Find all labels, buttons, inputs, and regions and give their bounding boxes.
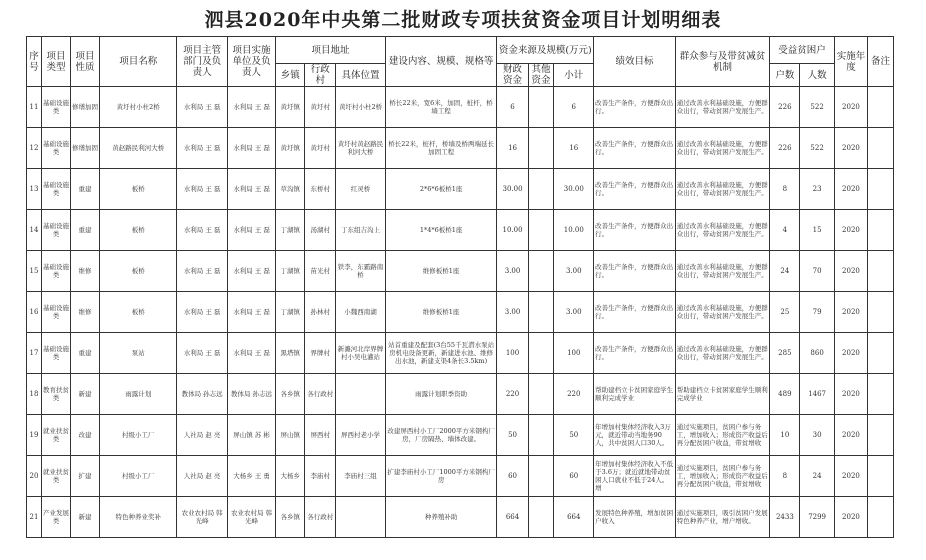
- cell-other: [528, 210, 554, 251]
- cell-goal: 改善生产条件，方便群众出行。: [594, 251, 676, 292]
- cell-year: 2020: [834, 292, 867, 333]
- cell-year: 2020: [834, 333, 867, 374]
- cell-year: 2020: [834, 169, 867, 210]
- cell-town: 丁湖镇: [276, 292, 305, 333]
- document-title: 泗县2020年中央第二批财政专项扶贫资金项目计划明细表: [204, 9, 722, 31]
- col-funds: 资金来源及规模(万元): [497, 37, 594, 64]
- cell-goal: 改善生产条件，方便群众出行。: [594, 87, 676, 128]
- cell-type: 教育扶贫类: [42, 374, 71, 415]
- col-impl: 项目实施单位及负责人: [227, 37, 275, 87]
- cell-goal: 发展特色种养殖，增加贫困户收入: [594, 497, 676, 538]
- cell-village: 黄圩村: [305, 87, 336, 128]
- cell-spot: 丁东组吉沟上: [336, 210, 385, 251]
- cell-content: 维修板桥1座: [385, 292, 497, 333]
- cell-mechanism: 通过改善水利基础设施，方便群众出行，带动贫困户发展生产。: [675, 251, 770, 292]
- cell-town: 黄圩镇: [276, 128, 305, 169]
- cell-goal: 改善生产条件，方便群众出行。: [594, 292, 676, 333]
- table-row: [27, 128, 894, 169]
- col-fiscal: 财政资金: [497, 64, 528, 87]
- cell-name: 特色种养业奖补: [100, 497, 177, 538]
- col-type: 项目类型: [42, 37, 71, 87]
- cell-spot: 屏西村老小学: [336, 415, 385, 456]
- cell-subtotal: 60: [554, 456, 594, 497]
- cell-name: 黄圩村小杜2桥: [100, 87, 177, 128]
- cell-goal: 改善生产条件，方便群众出行。: [594, 128, 676, 169]
- cell-spot: 黄圩村黄赵路民利河大桥: [336, 128, 385, 169]
- cell-spot: 李庙村三组: [336, 456, 385, 497]
- cell-mechanism: 通过改善水利基础设施，方便群众出行，带动贫困户发展生产。: [675, 333, 770, 374]
- cell-fiscal: 50: [497, 415, 528, 456]
- cell-remark: [868, 251, 894, 292]
- cell-other: [528, 415, 554, 456]
- cell-content: 雨露计划职季资助: [385, 374, 497, 415]
- cell-spot: 铁李，东霸路南桥: [336, 251, 385, 292]
- cell-village: 界牌村: [305, 333, 336, 374]
- col-goal: 绩效目标: [594, 37, 676, 87]
- cell-content: 站首重建及配套(3台55千瓦潜水泵站房机电设备更新，新建进水池、维修出水池，新建支渠4条长3.5km): [385, 333, 497, 374]
- cell-name: 板桥: [100, 210, 177, 251]
- cell-people: 15: [800, 210, 834, 251]
- cell-people: 70: [800, 251, 834, 292]
- cell-remark: [868, 415, 894, 456]
- cell-mechanism: 通过改善水利基础设施，方便群众出行，带动贫困户发展生产。: [675, 292, 770, 333]
- cell-village: 苗光村: [305, 251, 336, 292]
- cell-content: 种养殖补助: [385, 497, 497, 538]
- cell-impl: 水利局 王 磊: [227, 169, 275, 210]
- cell-name: 村级小工厂: [100, 456, 177, 497]
- cell-name: 泵站: [100, 333, 177, 374]
- table-row: [27, 456, 894, 497]
- cell-remark: [868, 456, 894, 497]
- cell-other: [528, 333, 554, 374]
- cell-subtotal: 6: [554, 87, 594, 128]
- col-name: 项目名称: [100, 37, 177, 87]
- cell-year: 2020: [834, 87, 867, 128]
- table-row: [27, 333, 894, 374]
- cell-subtotal: 220: [554, 374, 594, 415]
- cell-people: 7299: [800, 497, 834, 538]
- cell-village: 各行政村: [305, 374, 336, 415]
- cell-content: 改建屏西村小工厂2000平方米钢构厂房，厂房隔热、墙体改建。: [385, 415, 497, 456]
- cell-impl: 水利局 王 磊: [227, 128, 275, 169]
- col-dept: 项目主管部门及负责人: [177, 37, 227, 87]
- cell-type: 基础设施类: [42, 87, 71, 128]
- cell-other: [528, 169, 554, 210]
- cell-dept: 农业农村局 韩光峰: [177, 497, 227, 538]
- table-body: [27, 87, 894, 538]
- cell-subtotal: 664: [554, 497, 594, 538]
- cell-fiscal: 60: [497, 456, 528, 497]
- table-row: [27, 497, 894, 538]
- cell-nature: 新建: [71, 374, 100, 415]
- cell-people: 522: [800, 128, 834, 169]
- cell-seq: 14: [27, 210, 42, 251]
- cell-town: 丁湖镇: [276, 251, 305, 292]
- cell-village: 东桥村: [305, 169, 336, 210]
- cell-remark: [868, 128, 894, 169]
- cell-goal: 年增加村集体经济收入3万元，就近带动当地务90人，共中贫困人口30人。: [594, 415, 676, 456]
- cell-impl: 水利局 王 磊: [227, 292, 275, 333]
- col-other: 其他资金: [528, 64, 554, 87]
- cell-subtotal: 3.00: [554, 292, 594, 333]
- cell-fiscal: 664: [497, 497, 528, 538]
- cell-mechanism: 通过实施项目，吸引贫困户发展特色种养产业，增户增收。: [675, 497, 770, 538]
- cell-goal: 改善生产条件，方便群众出行。: [594, 169, 676, 210]
- cell-other: [528, 497, 554, 538]
- cell-subtotal: 3.00: [554, 251, 594, 292]
- cell-seq: 15: [27, 251, 42, 292]
- cell-people: 23: [800, 169, 834, 210]
- cell-village: 汤湖村: [305, 210, 336, 251]
- col-mechanism: 群众参与及带贫减贫机制: [675, 37, 770, 87]
- cell-town: 丁湖镇: [276, 210, 305, 251]
- cell-nature: 重建: [71, 210, 100, 251]
- cell-name: 板桥: [100, 292, 177, 333]
- col-town: 乡镇: [276, 64, 305, 87]
- cell-households: 10: [770, 415, 800, 456]
- col-households: 户数: [770, 64, 800, 87]
- cell-mechanism: 帮助建档立卡贫困家庭学生顺利完成学业: [675, 374, 770, 415]
- cell-dept: 水利局 王 磊: [177, 169, 227, 210]
- cell-impl: 水利局 王 磊: [227, 333, 275, 374]
- cell-impl: 教体局 孙志远: [227, 374, 275, 415]
- cell-impl: 水利局 王 磊: [227, 210, 275, 251]
- cell-dept: 人社局 赵 亮: [177, 415, 227, 456]
- cell-mechanism: 通过实施项目，贫困户参与务工，增加收入；形成资产收益后再分配贫困户收益，带贫增收: [675, 415, 770, 456]
- cell-dept: 水利局 王 磊: [177, 333, 227, 374]
- cell-people: 1467: [800, 374, 834, 415]
- cell-content: 桥长22米，桩杆，桥墙及桥两端延长加固工程: [385, 128, 497, 169]
- cell-nature: 重建: [71, 333, 100, 374]
- cell-fiscal: 3.00: [497, 292, 528, 333]
- cell-dept: 水利局 王 磊: [177, 128, 227, 169]
- cell-nature: 维修: [71, 292, 100, 333]
- cell-type: 产业发展类: [42, 497, 71, 538]
- cell-impl: 农业农村局 韩光峰: [227, 497, 275, 538]
- cell-type: 基础设施类: [42, 169, 71, 210]
- cell-mechanism: 通过改善水利基础设施，方便群众出行，带动贫困户发展生产。: [675, 87, 770, 128]
- cell-village: 屏西村: [305, 415, 336, 456]
- cell-content: 2*6*6板桥1座: [385, 169, 497, 210]
- cell-fiscal: 220: [497, 374, 528, 415]
- cell-nature: 改建: [71, 415, 100, 456]
- cell-remark: [868, 497, 894, 538]
- cell-households: 8: [770, 456, 800, 497]
- cell-type: 基础设施类: [42, 333, 71, 374]
- cell-subtotal: 10.00: [554, 210, 594, 251]
- col-beneficiary: 受益贫困户: [770, 37, 834, 64]
- cell-seq: 21: [27, 497, 42, 538]
- cell-name: 板桥: [100, 169, 177, 210]
- cell-households: 285: [770, 333, 800, 374]
- cell-goal: 改善生产条件，方便群众出行。: [594, 210, 676, 251]
- cell-remark: [868, 210, 894, 251]
- cell-spot: 红灵桥: [336, 169, 385, 210]
- cell-town: 黄圩镇: [276, 87, 305, 128]
- col-spot: 具体位置: [336, 64, 385, 87]
- cell-impl: 水利局 王 磊: [227, 251, 275, 292]
- col-year: 实施年度: [834, 37, 867, 87]
- cell-other: [528, 456, 554, 497]
- col-nature: 项目性质: [71, 37, 100, 87]
- cell-year: 2020: [834, 210, 867, 251]
- cell-type: 基础设施类: [42, 251, 71, 292]
- col-location: 项目地址: [276, 37, 386, 64]
- cell-type: 就业扶贫类: [42, 456, 71, 497]
- cell-type: 基础设施类: [42, 128, 71, 169]
- cell-seq: 16: [27, 292, 42, 333]
- cell-remark: [868, 87, 894, 128]
- cell-town: 黑塔镇: [276, 333, 305, 374]
- cell-subtotal: 50: [554, 415, 594, 456]
- cell-mechanism: 通过改善水利基础设施，方便群众出行，带动贫困户发展生产。: [675, 128, 770, 169]
- cell-spot: [336, 497, 385, 538]
- cell-remark: [868, 333, 894, 374]
- cell-town: 屏山镇: [276, 415, 305, 456]
- cell-year: 2020: [834, 128, 867, 169]
- cell-households: 489: [770, 374, 800, 415]
- cell-type: 基础设施类: [42, 210, 71, 251]
- col-content: 建设内容、规模、规格等: [385, 37, 497, 87]
- table-row: [27, 415, 894, 456]
- table-row: [27, 374, 894, 415]
- table-row: [27, 169, 894, 210]
- cell-seq: 20: [27, 456, 42, 497]
- cell-dept: 水利局 王 磊: [177, 292, 227, 333]
- cell-goal: 年增加村集体经济收入不低于3.6万；就近就地带动贫困人口就业不低于24人。增: [594, 456, 676, 497]
- col-village: 行政村: [305, 64, 336, 87]
- cell-town: 各乡镇: [276, 497, 305, 538]
- cell-spot: [336, 374, 385, 415]
- cell-impl: 屏山镇 苏 彬: [227, 415, 275, 456]
- cell-content: 扩建李庙村小工厂1000平方米钢构厂房: [385, 456, 497, 497]
- cell-seq: 11: [27, 87, 42, 128]
- cell-town: 大杨乡: [276, 456, 305, 497]
- cell-dept: 水利局 王 磊: [177, 87, 227, 128]
- cell-content: 桥长22米，宽6米，加固，桩杆，桥墙工程: [385, 87, 497, 128]
- cell-seq: 19: [27, 415, 42, 456]
- cell-year: 2020: [834, 374, 867, 415]
- cell-households: 2433: [770, 497, 800, 538]
- cell-subtotal: 16: [554, 128, 594, 169]
- cell-name: 雨露计划: [100, 374, 177, 415]
- cell-seq: 12: [27, 128, 42, 169]
- cell-other: [528, 87, 554, 128]
- cell-households: 226: [770, 87, 800, 128]
- cell-town: 草沟镇: [276, 169, 305, 210]
- cell-other: [528, 374, 554, 415]
- cell-village: 黄圩村: [305, 128, 336, 169]
- cell-name: 板桥: [100, 251, 177, 292]
- col-seq: 序号: [27, 37, 42, 87]
- cell-remark: [868, 169, 894, 210]
- cell-people: 24: [800, 456, 834, 497]
- cell-dept: 水利局 王 磊: [177, 210, 227, 251]
- cell-name: 黄赵路民利河大桥: [100, 128, 177, 169]
- cell-fiscal: 10.00: [497, 210, 528, 251]
- cell-fiscal: 6: [497, 87, 528, 128]
- cell-dept: 教体局 孙志远: [177, 374, 227, 415]
- cell-year: 2020: [834, 497, 867, 538]
- cell-people: 522: [800, 87, 834, 128]
- cell-year: 2020: [834, 456, 867, 497]
- document-page: [26, 0, 894, 538]
- cell-remark: [868, 292, 894, 333]
- cell-fiscal: 16: [497, 128, 528, 169]
- cell-spot: 小魏西南湖: [336, 292, 385, 333]
- cell-remark: [868, 374, 894, 415]
- cell-fiscal: 30.00: [497, 169, 528, 210]
- cell-town: 各乡镇: [276, 374, 305, 415]
- cell-households: 24: [770, 251, 800, 292]
- col-people: 人数: [800, 64, 834, 87]
- cell-households: 8: [770, 169, 800, 210]
- table-row: [27, 292, 894, 333]
- cell-nature: 重建: [71, 169, 100, 210]
- cell-other: [528, 292, 554, 333]
- cell-seq: 17: [27, 333, 42, 374]
- cell-village: 孙林村: [305, 292, 336, 333]
- cell-content: 1*4*6板桥1座: [385, 210, 497, 251]
- cell-mechanism: 通过改善水利基础设施，方便群众出行，带动贫困户发展生产。: [675, 169, 770, 210]
- cell-other: [528, 251, 554, 292]
- cell-content: 维修板桥1座: [385, 251, 497, 292]
- cell-nature: 修缮加固: [71, 87, 100, 128]
- cell-subtotal: 100: [554, 333, 594, 374]
- cell-nature: 新建: [71, 497, 100, 538]
- cell-dept: 水利局 王 磊: [177, 251, 227, 292]
- cell-households: 25: [770, 292, 800, 333]
- cell-mechanism: 通过改善水利基础设施，方便群众出行，带动贫困户发展生产。: [675, 210, 770, 251]
- project-table: [26, 36, 894, 538]
- cell-people: 860: [800, 333, 834, 374]
- page-marker: [455, 552, 465, 560]
- cell-year: 2020: [834, 251, 867, 292]
- col-remark: 备注: [868, 37, 894, 87]
- cell-type: 基础设施类: [42, 292, 71, 333]
- cell-nature: 扩建: [71, 456, 100, 497]
- cell-nature: 修缮加固: [71, 128, 100, 169]
- table-row: [27, 251, 894, 292]
- cell-households: 4: [770, 210, 800, 251]
- cell-mechanism: 通过实施项目，贫困户参与务工，增加收入；形成资产收益后再分配贫困户收益，带贫增收: [675, 456, 770, 497]
- cell-seq: 13: [27, 169, 42, 210]
- cell-spot: 黄圩村小杜2桥: [336, 87, 385, 128]
- cell-type: 就业扶贫类: [42, 415, 71, 456]
- table-row: [27, 210, 894, 251]
- cell-impl: 水利局 王 磊: [227, 87, 275, 128]
- cell-impl: 大杨乡 王 勇: [227, 456, 275, 497]
- cell-fiscal: 100: [497, 333, 528, 374]
- col-subtotal: 小计: [554, 64, 594, 87]
- cell-goal: 改善生产条件，方便群众出行。: [594, 333, 676, 374]
- cell-nature: 维修: [71, 251, 100, 292]
- cell-name: 村级小工厂: [100, 415, 177, 456]
- cell-people: 30: [800, 415, 834, 456]
- cell-people: 79: [800, 292, 834, 333]
- cell-other: [528, 128, 554, 169]
- cell-fiscal: 3.00: [497, 251, 528, 292]
- cell-village: 李庙村: [305, 456, 336, 497]
- cell-goal: 帮助建档立卡贫困家庭学生顺利完成学业: [594, 374, 676, 415]
- cell-spot: 新濉河北岸界牌村小吴电灌站: [336, 333, 385, 374]
- cell-households: 226: [770, 128, 800, 169]
- table-header: [27, 37, 894, 87]
- cell-year: 2020: [834, 415, 867, 456]
- cell-dept: 人社局 赵 亮: [177, 456, 227, 497]
- cell-village: 各行政村: [305, 497, 336, 538]
- cell-seq: 18: [27, 374, 42, 415]
- table-row: [27, 87, 894, 128]
- cell-subtotal: 30.00: [554, 169, 594, 210]
